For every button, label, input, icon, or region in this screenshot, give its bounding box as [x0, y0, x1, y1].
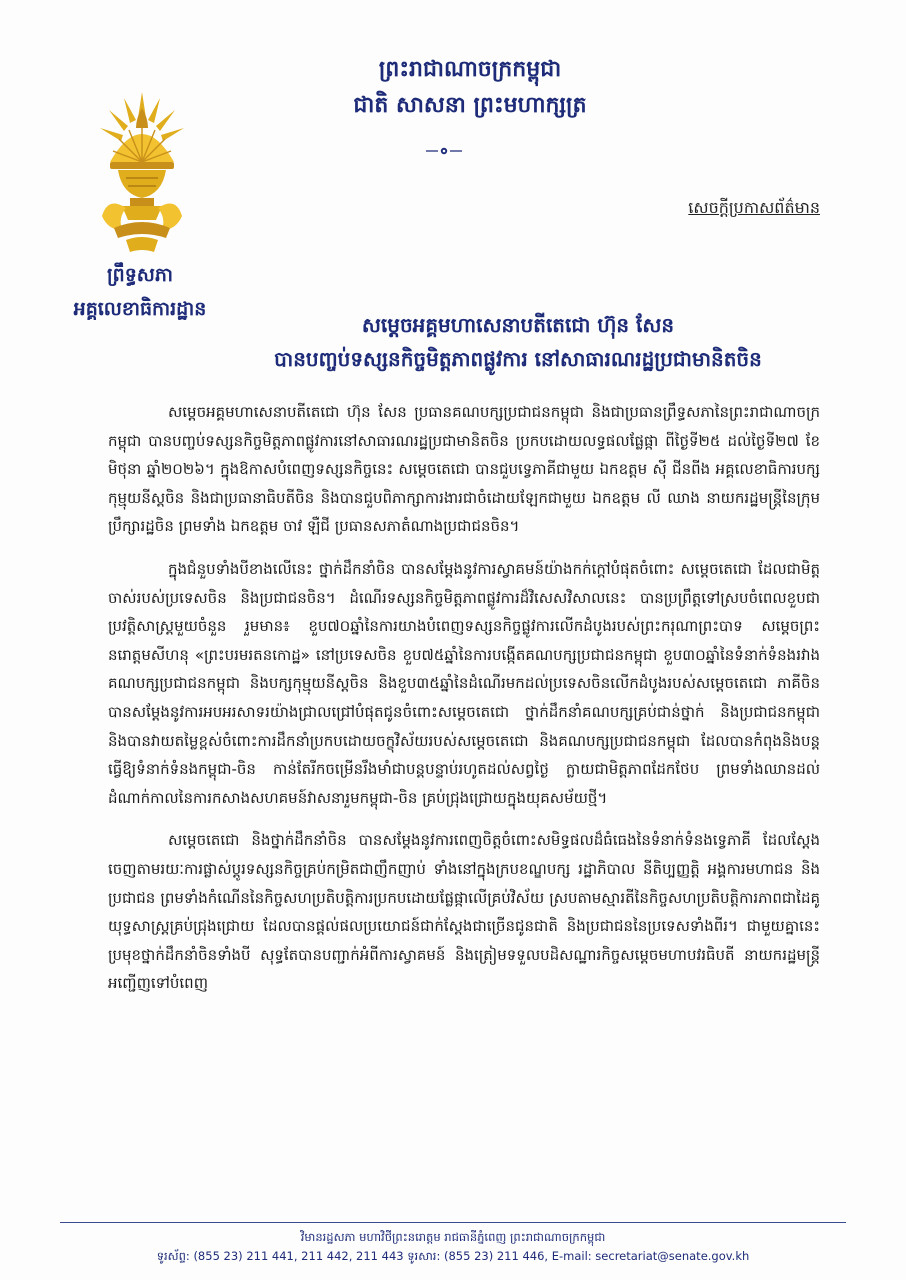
title-line-1: សម្ដេចអគ្គមហាសេនាបតីតេជោ ហ៊ុន សែន [361, 313, 675, 337]
paragraph-3: សម្ដេចតេជោ និងថ្នាក់ដឹកនាំចិន បានសម្ដែងនូវការពេញចិត្តចំពោះសមិទ្ធផលដ៏ធំធេងនៃទំនាក់ទំនងទ្វេភាគី ដែលស្ដែងចេញតាមរយៈការផ្លាស់ប្ដូរទស្សនកិច្ចគ្រប់កម្រិតជាញឹកញាប់ ទាំងនៅក្នុងក្របខណ្ឌបក្ស រដ្ឋាភិបាល នីតិប្បញ្ញត្តិ អង្គការមហាជន និងប្រជាជន ព្រមទាំងកំណើននៃកិច្ចសហប្រតិបត្តិការប្រកបដោយផ្លែផ្កាលើគ្រប់វិស័យ ស្របតាមស្មារតីនៃកិច្ចសហប្រតិបត្តិការភាពជាដៃគូយុទ្ធសាស្ត្រគ្រប់ជ្រុងជ្រោយ ដែលបានផ្ដល់ផលប្រយោជន៍ជាក់ស្ដែងជាច្រើនជូនជាតិ និងប្រជាជននៃប្រទេសទាំងពីរ។ ជាមួយគ្នានេះ ប្រមុខថ្នាក់ដឹកនាំចិនទាំងបី សុទ្ធតែបានបញ្ជាក់អំពីការស្វាគមន៍ និងត្រៀមទទួលបដិសណ្ឋារកិច្ចសម្ដេចមហាបវរធិបតី នាយករដ្ឋមន្ត្រី អញ្ជើញទៅបំពេញ [108, 831, 820, 993]
paragraph-1: សម្ដេចអគ្គមហាសេនាបតីតេជោ ហ៊ុន សែន ប្រធានគណបក្សប្រជាជនកម្ពុជា និងជាប្រធានព្រឹទ្ធសភានៃព្រះរាជាណាចក្រកម្ពុជា បានបញ្ចប់ទស្សនកិច្ចមិត្តភាពផ្លូវការនៅសាធារណរដ្ឋប្រជាមានិតចិន ប្រកបដោយលទ្ធផលផ្លែផ្កា ពីថ្ងៃទី២៥ ដល់ថ្ងៃទី២៧ ខែមិថុនា ឆ្នាំ២០២៦។ ក្នុងឱកាសបំពេញទស្សនកិច្ចនេះ សម្ដេចតេជោ បានជួបទ្វេភាគីជាមួយ ឯកឧត្ដម ស៊ី ជីនពីង អគ្គលេខាធិការបក្សកុម្មុយនីស្តចិន និងជាប្រធានាធិបតីចិន និងបានជួបពិភាក្សាការងារជាចំដោយឡែកជាមួយ ឯកឧត្ដម លី ឈាង នាយករដ្ឋមន្ត្រីនៃក្រុមប្រឹក្សារដ្ឋចិន ព្រមទាំង ឯកឧត្ដម ចាវ ឡឺជី ប្រធានសភាតំណាងប្រជាជនចិន។ [108, 403, 820, 536]
footer-contacts: ទូរស័ព្ទ: (855 23) 211 441, 211 442, 211 443 ទូរសារ: (855 23) 211 446, E-mail: secretariat@senate.gov.kh [156, 1249, 750, 1263]
organization-name [40, 258, 240, 326]
decorative-divider-icon [424, 142, 464, 160]
secretariat-name: អគ្គលេខាធិការដ្ឋាន [73, 298, 207, 320]
kingdom-motto [300, 52, 640, 124]
paragraph-2: ក្នុងជំនួបទាំងបីខាងលើនេះ ថ្នាក់ដឹកនាំចិន បានសម្ដែងនូវការស្វាគមន៍យ៉ាងកក់ក្ដៅបំផុតចំពោះ សម្ដេចតេជោ ដែលជាមិត្តចាស់របស់ប្រទេសចិន និងប្រជាជនចិន។ ដំណើរទស្សនកិច្ចមិត្តភាពផ្លូវការដ៏វិសេសវិសាលនេះ បានប្រព្រឹត្តទៅស្របចំពេលខួបជាប្រវត្តិសាស្ត្រមួយចំនួន រួមមាន៖ ខួប៧០ឆ្នាំនៃការយាងបំពេញទស្សនកិច្ចផ្លូវការលើកដំបូងរបស់ព្រះករុណាព្រះបាទ សម្ដេចព្រះនរោត្តមសីហនុ «ព្រះបរមរតនកោដ្ឋ» នៅប្រទេសចិន ខួប៧៥ឆ្នាំនៃការបង្កើតគណបក្សប្រជាជនកម្ពុជា ខួប៣០ឆ្នាំនៃទំនាក់ទំនងរវាងគណបក្សប្រជាជនកម្ពុជា និងបក្សកុម្មុយនីស្តចិន និងខួប៣៥ឆ្នាំនៃដំណើរមកដល់ប្រទេសចិនលើកដំបូងរបស់សម្ដេចតេជោ ភាគីចិនបានសម្ដែងនូវការអបអរសាទរយ៉ាងជ្រាលជ្រៅបំផុតជូនចំពោះសម្ដេចតេជោ ថ្នាក់ដឹកនាំគណបក្សគ្រប់ជាន់ថ្នាក់ និងប្រជាជនកម្ពុជា និងបានវាយតម្លៃខ្ពស់ចំពោះការដឹកនាំប្រកបដោយចក្ខុវិស័យរបស់សម្ដេចតេជោ និងគណបក្សប្រជាជនកម្ពុជា ដែលបានកំពុងនិងបន្តធ្វើឱ្យទំនាក់ទំនងកម្ពុជា-ចិន កាន់តែរីកចម្រើនរឹងមាំជាបន្តបន្ទាប់រហូតដល់សព្វថ្ងៃ ក្លាយជាមិត្តភាពដែកថែប ព្រមទាំងឈានដល់ដំណាក់កាលនៃការកសាងសហគមន៍វាសនារួមកម្ពុជា-ចិន គ្រប់ជ្រុងជ្រោយក្នុងយុគសម័យថ្មី។ [108, 559, 820, 807]
footer-divider [60, 1222, 846, 1223]
senate-name: ព្រឹទ្ធសភា [107, 264, 173, 286]
national-motto: ជាតិ សាសនា ព្រះមហាក្សត្រ [353, 93, 587, 118]
senate-emblem-icon [96, 88, 188, 256]
document-type-label: សេចក្ដីប្រកាសព័ត៌មាន [688, 198, 820, 217]
kingdom-name: ព្រះរាជាណាចក្រកម្ពុជា [378, 57, 562, 82]
footer [80, 1228, 826, 1266]
document-title [248, 308, 788, 376]
title-line-2: បានបញ្ចប់ទស្សនកិច្ចមិត្តភាពផ្លូវការ នៅសាធារណរដ្ឋប្រជាមានិតចិន [274, 347, 762, 371]
footer-address: វិមានរដ្ឋសភា មហាវិថីព្រះនរោត្តម រាជធានីភ្នំពេញ ព្រះរាជាណាចក្រកម្ពុជា [300, 1230, 606, 1244]
body-text [108, 398, 820, 1206]
